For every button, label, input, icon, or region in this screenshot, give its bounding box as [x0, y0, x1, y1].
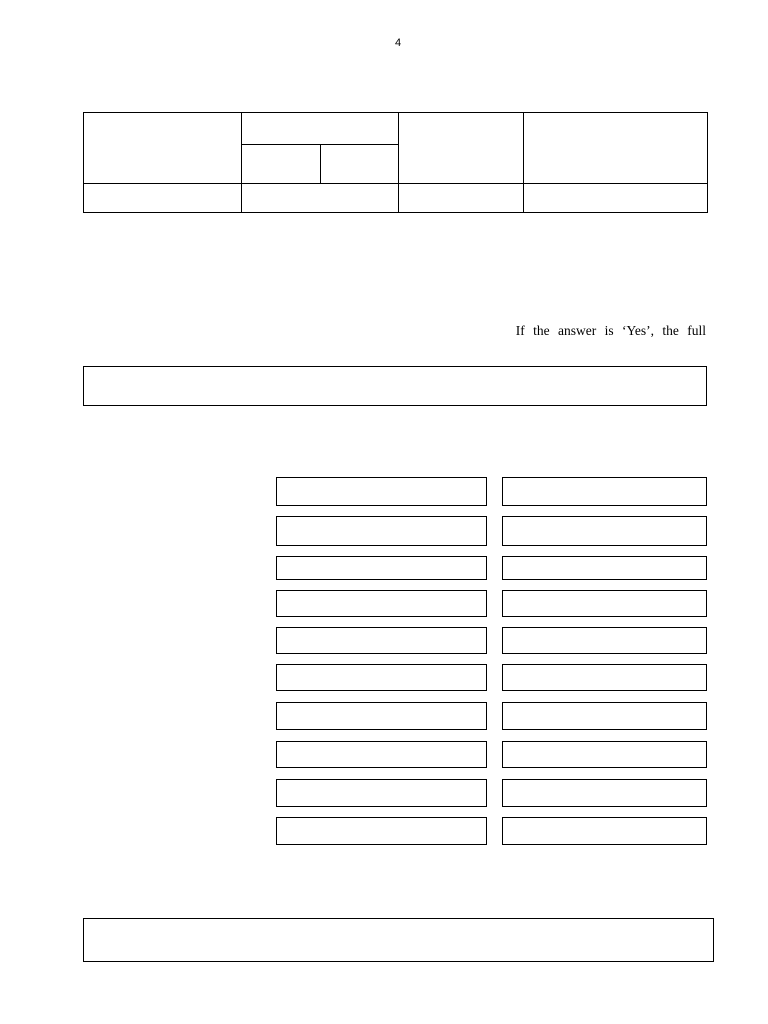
left-field-box[interactable] [276, 664, 487, 691]
table-cell[interactable] [524, 184, 708, 213]
right-field-box[interactable] [502, 590, 707, 617]
table-cell[interactable] [321, 145, 399, 184]
table-cell[interactable] [399, 184, 524, 213]
right-field-box[interactable] [502, 477, 707, 506]
right-field-box[interactable] [502, 817, 707, 845]
table-cell[interactable] [84, 184, 242, 213]
left-field-box[interactable] [276, 477, 487, 506]
right-field-box[interactable] [502, 741, 707, 768]
right-field-box[interactable] [502, 664, 707, 691]
right-field-box[interactable] [502, 779, 707, 807]
left-field-box[interactable] [276, 556, 487, 580]
table-cell[interactable] [524, 113, 708, 184]
summary-table [83, 112, 708, 213]
table-cell[interactable] [399, 113, 524, 184]
right-field-box[interactable] [502, 702, 707, 730]
right-field-box[interactable] [502, 556, 707, 580]
right-field-box[interactable] [502, 516, 707, 546]
table-cell[interactable] [242, 113, 399, 145]
right-field-box[interactable] [502, 627, 707, 654]
answer-details-box[interactable] [83, 366, 707, 406]
left-field-box[interactable] [276, 741, 487, 768]
table-cell[interactable] [242, 145, 321, 184]
left-field-box[interactable] [276, 817, 487, 845]
left-field-box[interactable] [276, 516, 487, 546]
left-field-box[interactable] [276, 627, 487, 654]
table-cell[interactable] [84, 113, 242, 184]
page-number: 4 [394, 37, 402, 49]
table-cell[interactable] [242, 184, 399, 213]
left-field-box[interactable] [276, 779, 487, 807]
left-field-box[interactable] [276, 590, 487, 617]
bottom-text-box[interactable] [83, 918, 714, 962]
left-field-box[interactable] [276, 702, 487, 730]
answer-instruction-text: If the answer is ‘Yes’, the full [515, 323, 706, 338]
